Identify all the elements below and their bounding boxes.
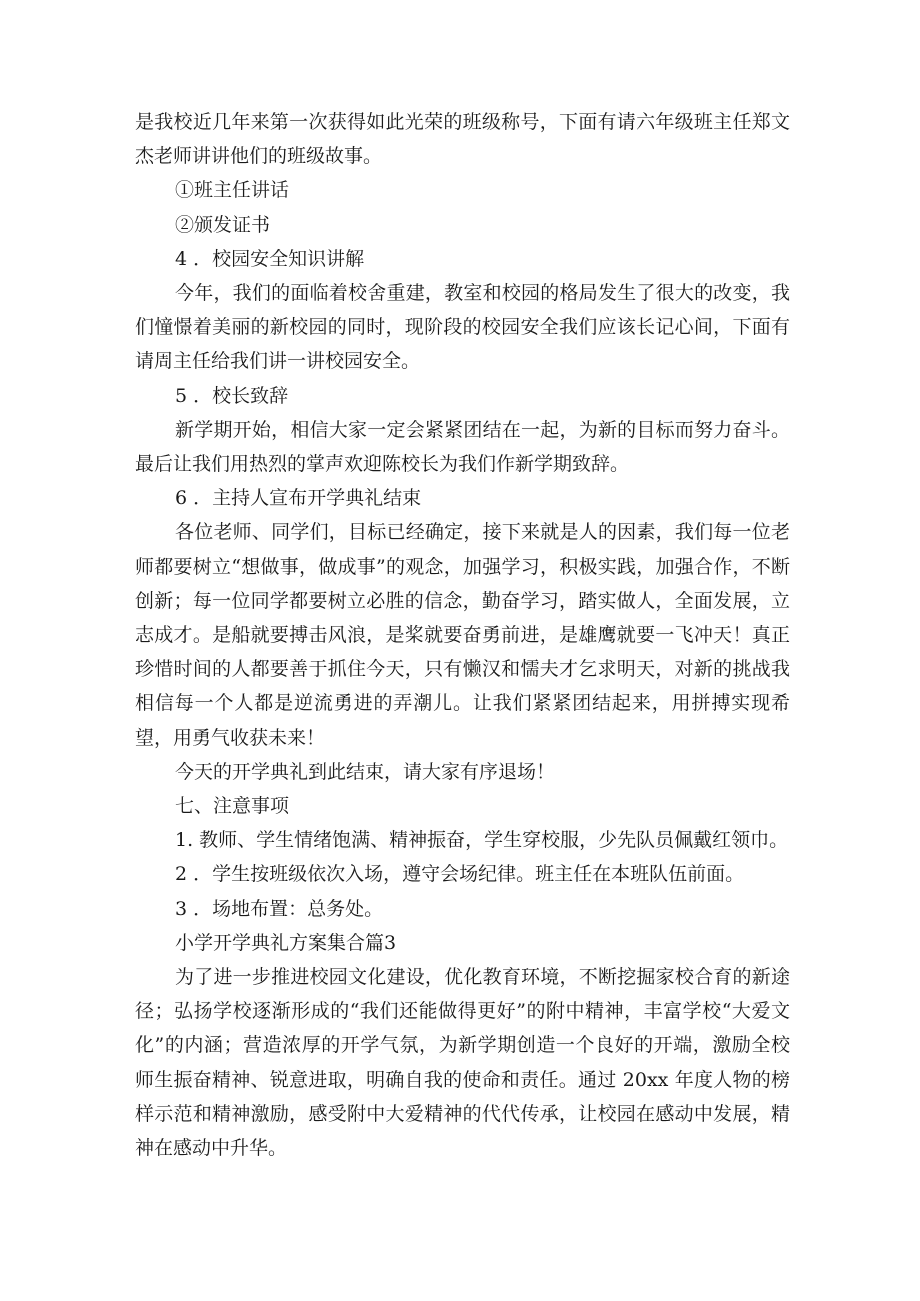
paragraph: 今天的开学典礼到此结束，请大家有序退场！: [175, 760, 556, 783]
list-item-speech: ①班主任讲话: [175, 179, 290, 202]
note-item-2: 2 ．学生按班级依次入场，遵守会场纪律。班主任在本班队伍前面。: [175, 863, 745, 886]
document-body: [135, 105, 790, 1165]
list-item-certificate: ②颁发证书: [175, 213, 271, 236]
section-heading-safety: 4 ．校园安全知识讲解: [175, 247, 365, 270]
paragraph: 是我校近几年来第一次获得如此光荣的班级称号，下面有请六年级班主任郑文杰老师讲讲他们的班级故事。: [135, 111, 790, 168]
paragraph: 新学期开始，相信大家一定会紧紧团结在一起，为新的目标而努力奋斗。最后让我们用热烈的掌声欢迎陈校长为我们作新学期致辞。: [135, 418, 790, 476]
paragraph: 各位老师、同学们，目标已经确定，接下来就是人的因素，我们每一位老师都要树立“想做事，做成事”的观念，加强学习，积极实践，加强合作，不断创新；每一位同学都要树立必胜的信念，勤奋学习，踏实做人，全面发展，立志成才。是船就要搏击风浪，是桨就要奋勇前进，是雄鹰就要一飞冲天！真正珍惜时间的人都要善于抓住今天，只有懒汉和懦夫才乞求明天，对新的挑战我相信每一个人都是逆流勇进的弄潮儿。让我们紧紧团结起来，用拼搏实现希望，用勇气收获未来！: [135, 521, 790, 749]
section-heading-notes: 七、注意事项: [175, 795, 290, 818]
paragraph: 今年，我们的面临着校舍重建，教室和校园的格局发生了很大的改变，我们憧憬着美丽的新校园的同时，现阶段的校园安全我们应该长记心间，下面有请周主任给我们讲一讲校园安全。: [135, 282, 790, 373]
paragraph: 为了进一步推进校园文化建设，优化教育环境，不断挖掘家校合育的新途径；弘扬学校逐渐形成的“我们还能做得更好”的附中精神，丰富学校“大爱文化”的内涵；营造浓厚的开学气氛，为新学期创造一个良好的开端，激励全校师生振奋精神、锐意进取，明确自我的使命和责任。通过 20xx 年度人物的榜样示范和精神激励，感受附中大爱精神的代代传承，让校园在感动中发展，精神在感动中升华。: [135, 966, 790, 1160]
article-title: 小学开学典礼方案集合篇3: [175, 931, 397, 954]
section-heading-principal: 5 ．校长致辞: [175, 384, 289, 407]
section-heading-closing: 6 ．主持人宣布开学典礼结束: [175, 487, 422, 510]
note-item-1: 1. 教师、学生情绪饱满、精神振奋，学生穿校服，少先队员佩戴红领巾。: [175, 829, 789, 852]
note-item-3: 3 ．场地布置：总务处。: [175, 897, 384, 920]
